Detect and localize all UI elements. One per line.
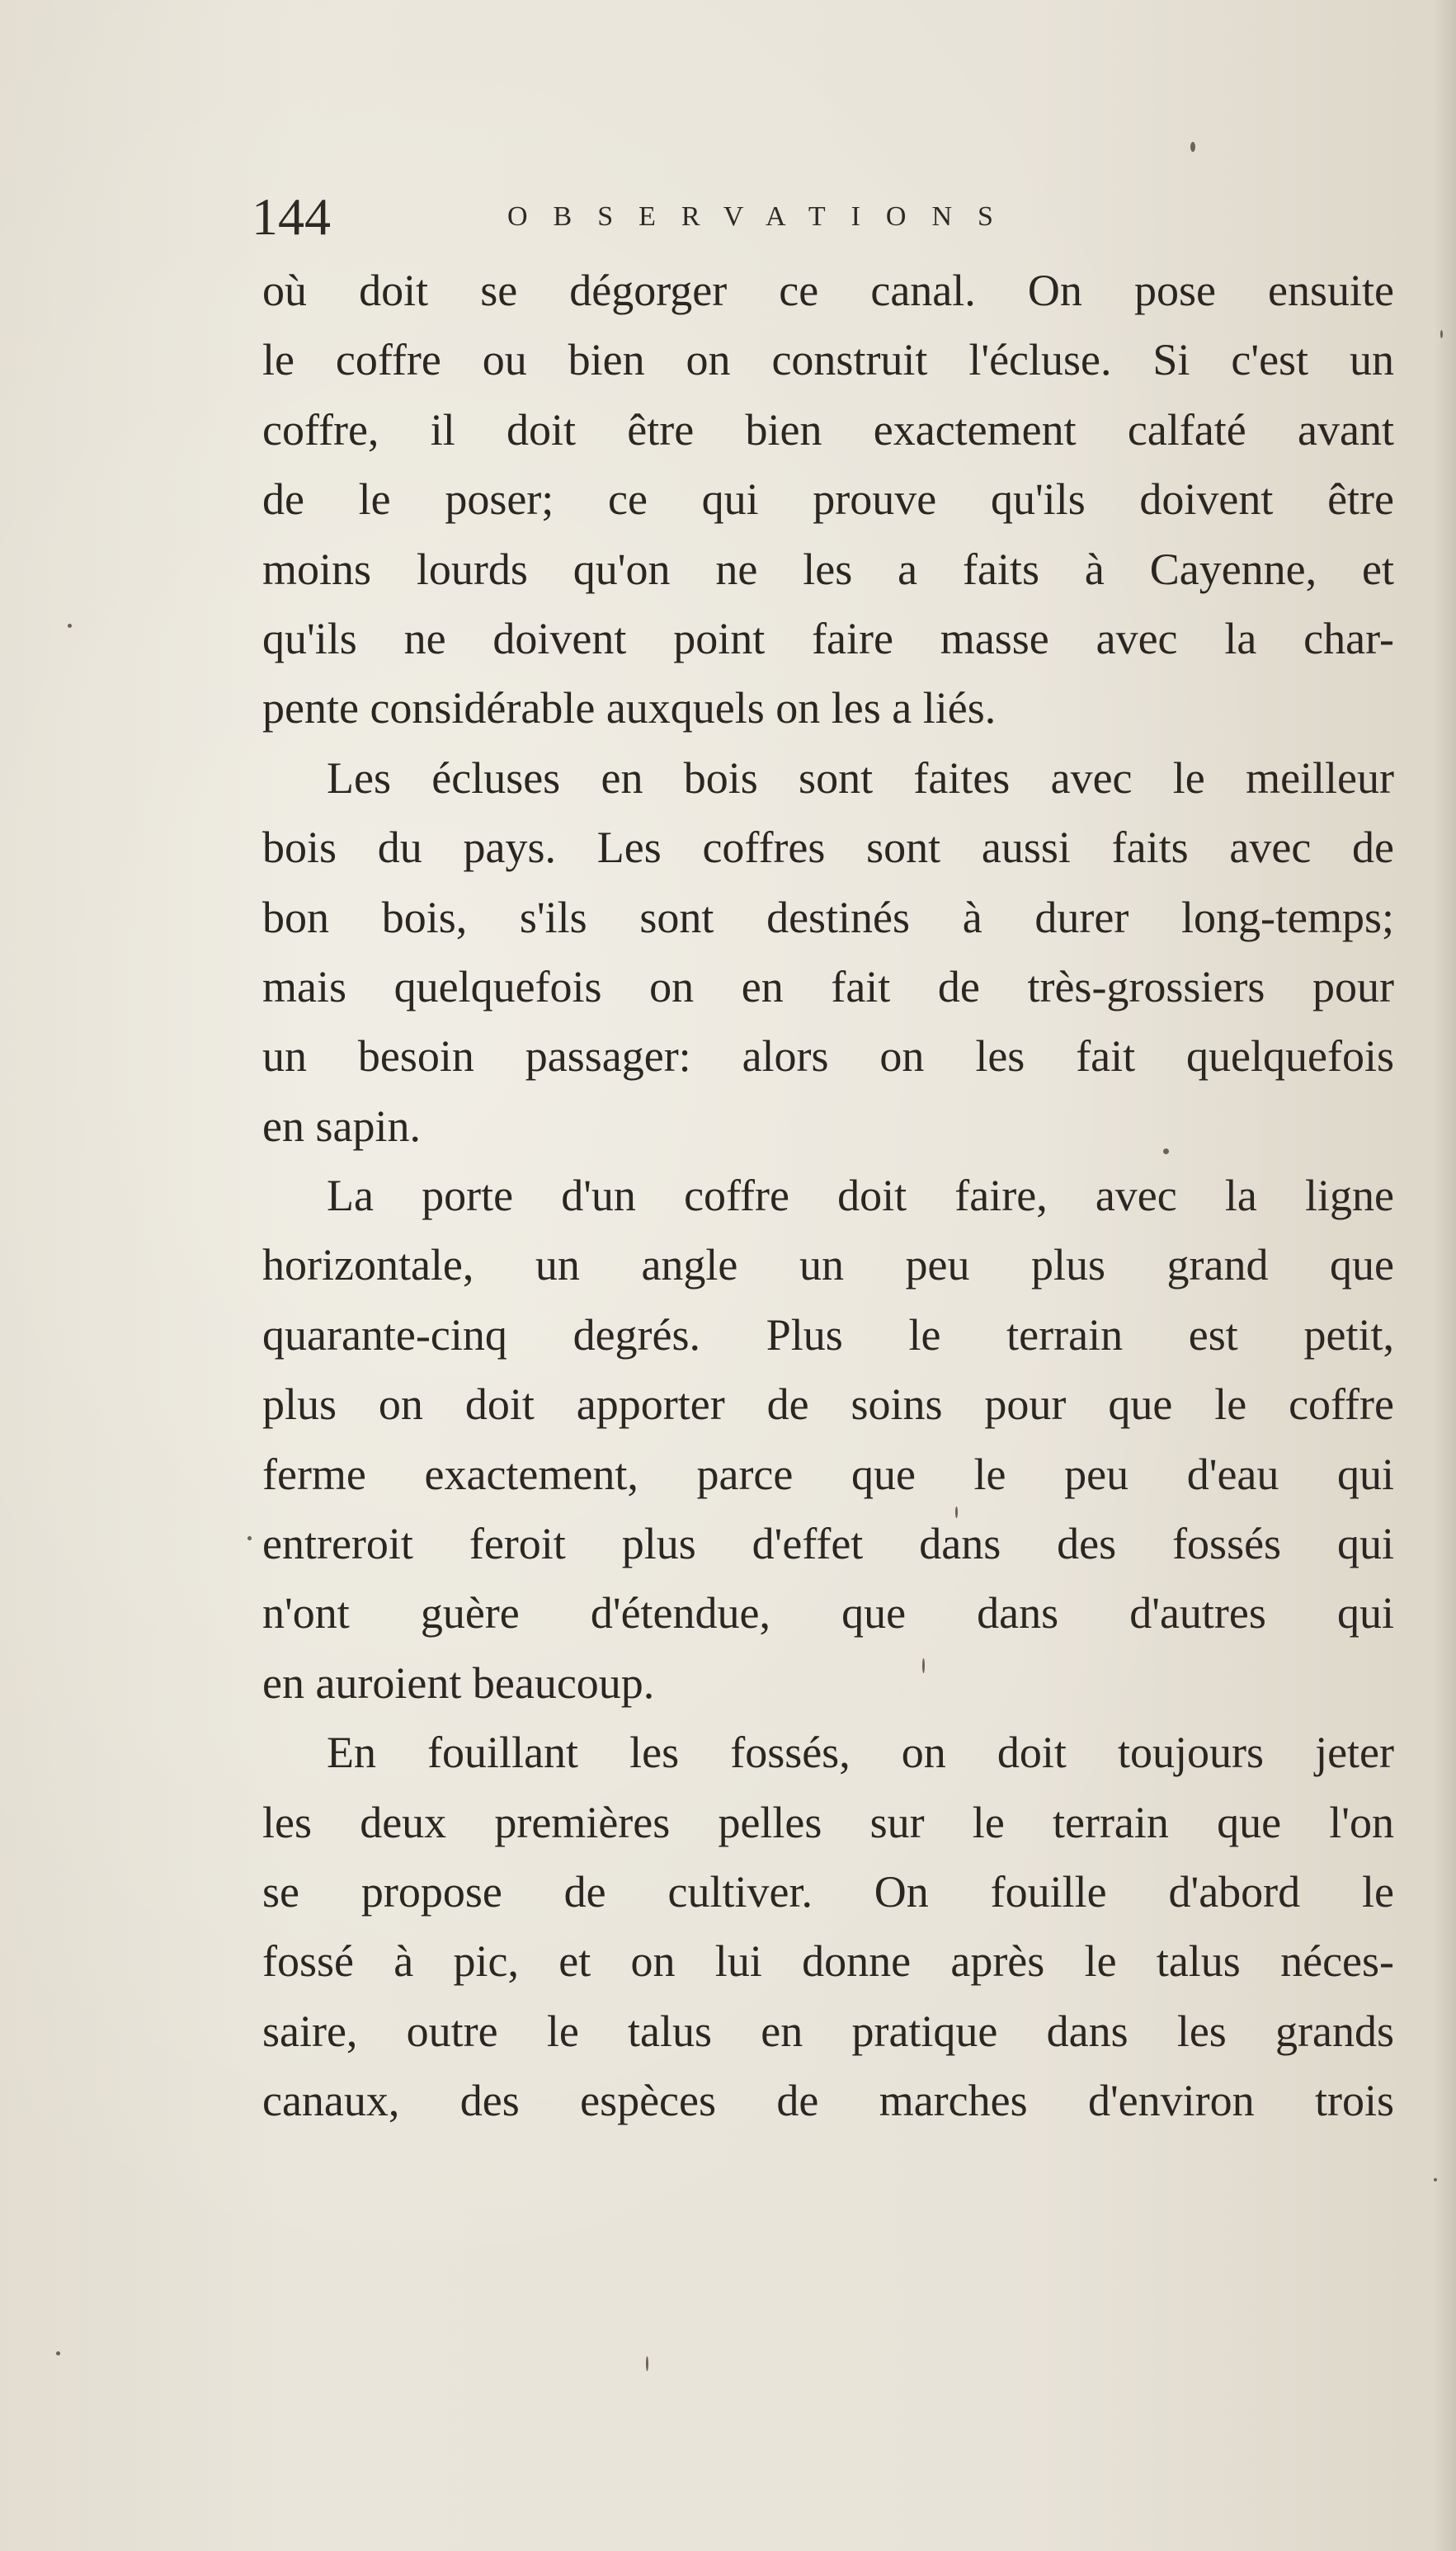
text-line: où doit se dégorger ce canal. On pose ensuite [262, 266, 1394, 315]
text-line: le coffre ou bien on construit l'écluse. Si c'est un [262, 335, 1394, 385]
paper-speck [68, 624, 72, 628]
text-line: pente considérable auxquels on les a liés. [262, 683, 997, 733]
text-line: de le poser; ce qui prouve qu'ils doivent être [262, 474, 1394, 525]
text-line: n'ont guère d'étendue, que dans d'autres qui [262, 1588, 1394, 1639]
text-line: canaux, des espèces de marches d'environ trois [262, 2076, 1394, 2126]
page-number: 144 [252, 187, 331, 246]
page-edge-shadow [1435, 0, 1456, 2551]
text-line: qu'ils ne doivent point faire masse avec la char- [262, 613, 1394, 663]
paper-speck [1440, 330, 1443, 338]
text-line: en auroient beaucoup. [262, 1657, 655, 1708]
text-line: bon bois, s'ils sont destinés à durer long-temps; [262, 892, 1394, 942]
text-line: quarante-cinq degrés. Plus le terrain est petit, [262, 1309, 1394, 1360]
paper-speck [955, 1507, 958, 1518]
paragraph-first-line: En fouillant les fossés, on doit toujours jeter [327, 1728, 1394, 1778]
paper-speck [1434, 2178, 1437, 2181]
text-line: un besoin passager: alors on les fait quelquefois [262, 1031, 1394, 1082]
text-line: ferme exactement, parce que le peu d'eau qui [262, 1449, 1394, 1499]
paper-speck [1190, 142, 1195, 152]
paper-speck [646, 2356, 648, 2371]
text-line: entreroit feroit plus d'effet dans des fossés qui [262, 1519, 1394, 1569]
text-line: fossé à pic, et on lui donne après le talus néces- [262, 1936, 1394, 1987]
paragraph-first-line: La porte d'un coffre doit faire, avec la ligne [327, 1171, 1394, 1221]
paper-speck [247, 1536, 252, 1540]
text-line: coffre, il doit être bien exactement calfaté avant [262, 404, 1394, 455]
text-line: horizontale, un angle un peu plus grand que [262, 1240, 1394, 1290]
text-line: bois du pays. Les coffres sont aussi faits avec de [262, 823, 1394, 873]
paragraph-first-line: Les écluses en bois sont faites avec le meilleur [327, 752, 1394, 803]
text-line: plus on doit apporter de soins pour que le coffre [262, 1379, 1394, 1430]
text-line: moins lourds qu'on ne les a faits à Cayenne, et [262, 544, 1394, 594]
paper-speck [922, 1658, 925, 1673]
text-line: mais quelquefois on en fait de très-grossiers pour [262, 961, 1394, 1011]
paper-speck [1163, 1148, 1169, 1154]
text-line: les deux premières pelles sur le terrain que l'on [262, 1797, 1394, 1847]
text-line: se propose de cultiver. On fouille d'abord le [262, 1866, 1394, 1917]
text-line: en sapin. [262, 1101, 421, 1151]
text-line: saire, outre le talus en pratique dans les grands [262, 2006, 1394, 2056]
running-head [252, 180, 1209, 254]
running-title: OBSERVATIONS [507, 201, 1019, 232]
paper-speck [56, 2351, 60, 2355]
body-text [262, 256, 1394, 2136]
